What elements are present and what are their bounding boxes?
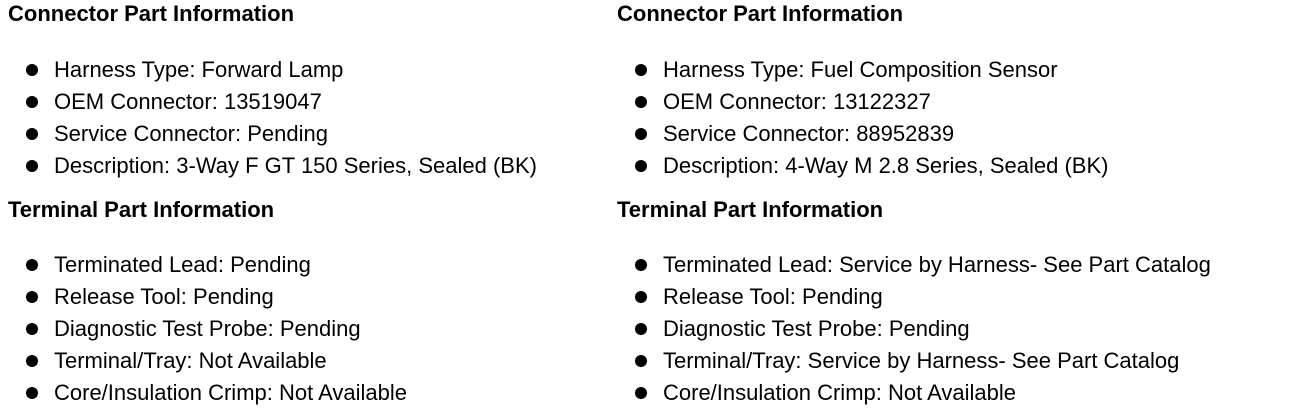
list-item-text: Description: 3-Way F GT 150 Series, Sealed (BK) bbox=[54, 153, 537, 178]
list-item bbox=[617, 150, 1108, 182]
list-item-text: Harness Type: Fuel Composition Sensor bbox=[663, 57, 1058, 82]
bullet-icon bbox=[26, 387, 38, 399]
terminal-part-heading: Terminal Part Information bbox=[617, 197, 884, 222]
terminal-part-heading: Terminal Part Information bbox=[8, 197, 275, 222]
connector-part-heading: Connector Part Information bbox=[8, 1, 295, 26]
list-item-text: Description: 4-Way M 2.8 Series, Sealed (BK) bbox=[663, 153, 1109, 178]
bullet-icon bbox=[635, 291, 647, 303]
list-item-text: Diagnostic Test Probe: Pending bbox=[54, 316, 361, 341]
list-item-text: OEM Connector: 13519047 bbox=[54, 89, 322, 114]
bullet-icon bbox=[26, 355, 38, 367]
bullet-icon bbox=[635, 387, 647, 399]
list-item bbox=[8, 150, 537, 182]
connector-part-heading: Connector Part Information bbox=[617, 1, 904, 26]
list-item-text: Terminated Lead: Pending bbox=[54, 252, 311, 277]
list-item-text: Core/Insulation Crimp: Not Available bbox=[663, 380, 1016, 405]
list-item-text: Harness Type: Forward Lamp bbox=[54, 57, 344, 82]
bullet-icon bbox=[26, 96, 38, 108]
list-item-text: Release Tool: Pending bbox=[663, 284, 883, 309]
list-item-text: OEM Connector: 13122327 bbox=[663, 89, 931, 114]
list-item bbox=[8, 118, 537, 150]
list-item bbox=[8, 86, 537, 118]
list-item bbox=[617, 118, 1108, 150]
bullet-icon bbox=[635, 355, 647, 367]
list-item-text: Release Tool: Pending bbox=[54, 284, 274, 309]
list-item-text: Terminated Lead: Service by Harness- See Part Catalog bbox=[663, 252, 1211, 277]
terminal-part-list bbox=[8, 249, 407, 409]
bullet-icon bbox=[635, 259, 647, 271]
list-item bbox=[8, 345, 407, 377]
list-item bbox=[8, 281, 407, 313]
list-item-text: Core/Insulation Crimp: Not Available bbox=[54, 380, 407, 405]
list-item bbox=[8, 313, 407, 345]
list-item bbox=[617, 377, 1211, 409]
list-item-text: Service Connector: Pending bbox=[54, 121, 328, 146]
terminal-part-list bbox=[617, 249, 1211, 409]
bullet-icon bbox=[635, 96, 647, 108]
list-item bbox=[617, 313, 1211, 345]
bullet-icon bbox=[635, 128, 647, 140]
list-item bbox=[617, 249, 1211, 281]
list-item-text: Terminal/Tray: Service by Harness- See Part Catalog bbox=[663, 348, 1180, 373]
list-item bbox=[8, 249, 407, 281]
list-item bbox=[8, 377, 407, 409]
list-item bbox=[617, 86, 1108, 118]
connector-part-list bbox=[617, 54, 1108, 182]
bullet-icon bbox=[26, 128, 38, 140]
bullet-icon bbox=[635, 160, 647, 172]
list-item bbox=[617, 281, 1211, 313]
list-item-text: Service Connector: 88952839 bbox=[663, 121, 955, 146]
bullet-icon bbox=[26, 64, 38, 76]
connector-part-list bbox=[8, 54, 537, 182]
list-item-text: Diagnostic Test Probe: Pending bbox=[663, 316, 970, 341]
list-item bbox=[617, 345, 1211, 377]
bullet-icon bbox=[635, 64, 647, 76]
bullet-icon bbox=[26, 259, 38, 271]
bullet-icon bbox=[26, 291, 38, 303]
list-item bbox=[617, 54, 1108, 86]
bullet-icon bbox=[635, 323, 647, 335]
list-item bbox=[8, 54, 537, 86]
bullet-icon bbox=[26, 160, 38, 172]
bullet-icon bbox=[26, 323, 38, 335]
list-item-text: Terminal/Tray: Not Available bbox=[54, 348, 327, 373]
